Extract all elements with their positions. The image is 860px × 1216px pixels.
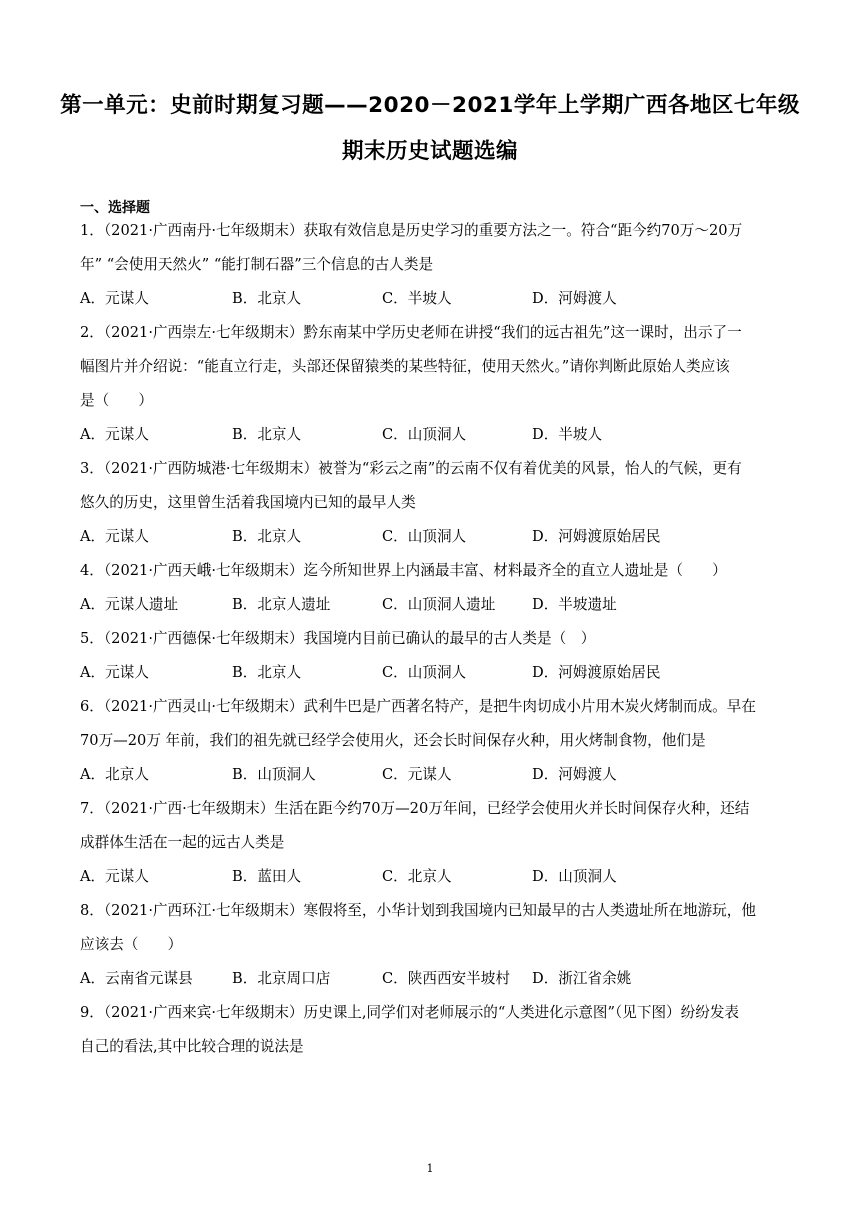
option-c: C．山顶洞人遗址: [382, 596, 496, 613]
option-b: B．蓝田人: [232, 868, 302, 885]
question-5-stem: [80, 622, 790, 656]
option-c: C．山顶洞人: [382, 664, 467, 681]
question-2-options: [80, 418, 790, 452]
option-d: D．半坡遗址: [532, 596, 617, 613]
option-a: A．元谋人: [80, 664, 149, 681]
option-d: D．半坡人: [532, 426, 603, 443]
option-d: D．河姆渡原始居民: [532, 664, 661, 681]
option-a: A．元谋人: [80, 868, 149, 885]
option-c: C．陕西西安半坡村: [382, 970, 510, 987]
option-a: A．北京人: [80, 766, 149, 783]
option-b: B．北京人: [232, 664, 302, 681]
document-title-line-1: 第一单元：史前时期复习题——2020－2021学年上学期广西各地区七年级: [60, 93, 800, 118]
option-b: B．北京人: [232, 528, 302, 545]
question-1-stem: [80, 214, 790, 282]
option-c: C．北京人: [382, 868, 452, 885]
question-3-stem: [80, 452, 790, 520]
option-a: A．元谋人遗址: [80, 596, 179, 613]
document-title-line-2: 期末历史试题选编: [341, 139, 518, 164]
question-6-stem: [80, 690, 790, 758]
question-4-stem: [80, 554, 790, 588]
question-4-options: [80, 588, 790, 622]
question-line: 2．（2021·广西崇左·七年级期末）黔东南某中学历史老师在讲授“我们的远古祖先”这一课时，出示了一: [80, 324, 742, 341]
option-a: A．云南省元谋县: [80, 970, 193, 987]
option-c: C．元谋人: [382, 766, 452, 783]
option-a: A．元谋人: [80, 528, 149, 545]
option-c: C．半坡人: [382, 290, 452, 307]
question-1-options: [80, 282, 790, 316]
question-7-options: [80, 860, 790, 894]
question-line: 年” “会使用天然火” “能打制石器”三个信息的古人类是: [80, 256, 434, 273]
option-d: D．河姆渡人: [532, 290, 617, 307]
option-b: B．北京周口店: [232, 970, 331, 987]
question-line: 4．（2021·广西天峨·七年级期末）迄今所知世界上内涵最丰富、材料最齐全的直立人遗址是（ ）: [80, 562, 727, 579]
question-line: 幅图片并介绍说：“能直立行走，头部还保留猿类的某些特征，使用天然火。”请你判断此原始人类应该: [80, 358, 730, 375]
option-b: B．北京人: [232, 290, 302, 307]
question-7-stem: [80, 792, 790, 860]
question-line: 6．（2021·广西灵山·七年级期末）武利牛巴是广西著名特产，是把牛肉切成小片用木炭火烤制而成。早在: [80, 698, 756, 715]
question-line: 5．（2021·广西德保·七年级期末）我国境内目前已确认的最早的古人类是（ ）: [80, 630, 596, 647]
option-a: A．元谋人: [80, 290, 149, 307]
question-3-options: [80, 520, 790, 554]
question-line: 成群体生活在一起的远古人类是: [80, 834, 285, 851]
question-8-options: [80, 962, 790, 996]
question-9-stem: [80, 996, 790, 1064]
question-line: 3．（2021·广西防城港·七年级期末）被誉为“彩云之南”的云南不仅有着优美的风景，怡人的气候，更有: [80, 460, 742, 477]
question-line: 9．（2021·广西来宾·七年级期末）历史课上,同学们对老师展示的“人类进化示意图”（见下图）纷纷发表: [80, 1004, 740, 1021]
question-line: 应该去（ ）: [80, 936, 183, 953]
question-2-stem: [80, 316, 790, 418]
page-number: 1: [426, 1162, 434, 1175]
question-line: 自己的看法,其中比较合理的说法是: [80, 1038, 304, 1055]
option-c: C．山顶洞人: [382, 528, 467, 545]
question-line: 1．（2021·广西南丹·七年级期末）获取有效信息是历史学习的重要方法之一。符合“距今约70万～20万: [80, 222, 743, 239]
option-a: A．元谋人: [80, 426, 149, 443]
question-line: 7．（2021·广西·七年级期末）生活在距今约70万—20万年间，已经学会使用火并长时间保存火种，还结: [80, 800, 750, 817]
question-line: 8．（2021·广西环江·七年级期末）寒假将至，小华计划到我国境内已知最早的古人类遗址所在地游玩，他: [80, 902, 756, 919]
question-8-stem: [80, 894, 790, 962]
option-d: D．河姆渡原始居民: [532, 528, 661, 545]
question-line: 70万—20万 年前，我们的祖先就已经学会使用火，还会长时间保存火种，用火烤制食物，他们是: [80, 732, 706, 749]
option-b: B．山顶洞人: [232, 766, 316, 783]
question-5-options: [80, 656, 790, 690]
option-b: B．北京人遗址: [232, 596, 331, 613]
option-d: D．浙江省余姚: [532, 970, 632, 987]
question-6-options: [80, 758, 790, 792]
option-c: C．山顶洞人: [382, 426, 467, 443]
option-b: B．北京人: [232, 426, 302, 443]
question-line: 悠久的历史，这里曾生活着我国境内已知的最早人类: [80, 494, 416, 511]
option-d: D．山顶洞人: [532, 868, 617, 885]
option-d: D．河姆渡人: [532, 766, 617, 783]
question-line: 是（ ）: [80, 392, 153, 409]
section-heading: 一、选择题: [80, 200, 150, 216]
